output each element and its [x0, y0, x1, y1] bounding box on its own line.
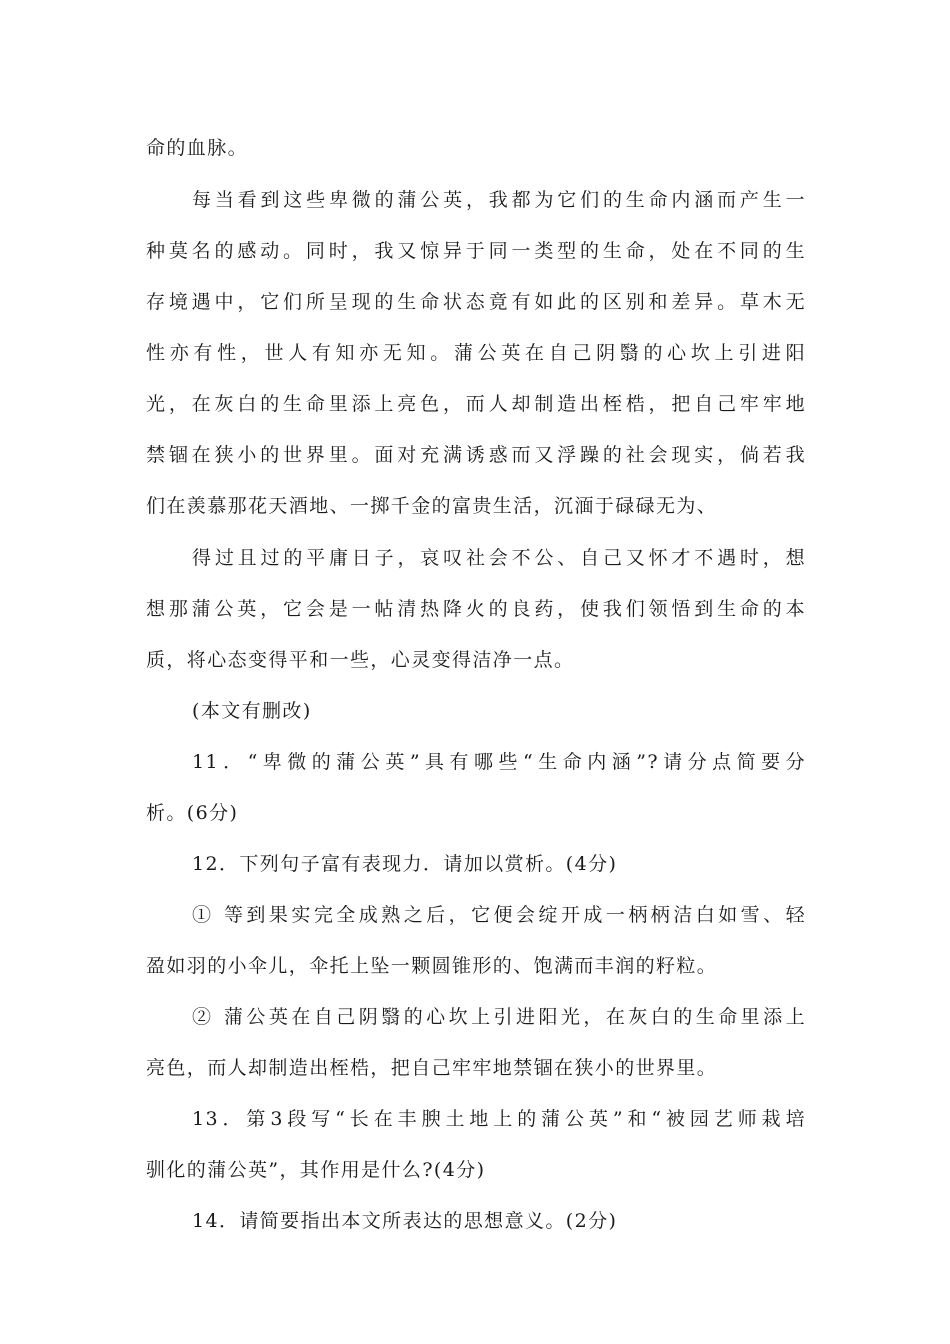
paragraph-line: 存境遇中，它们所呈现的生命状态竟有如此的区别和差异。草木无 — [146, 291, 806, 313]
question-13: 13．第3段写“长在丰腴土地上的蒲公英”和“被园艺师栽培 — [192, 1108, 806, 1130]
source-note: (本文有删改) — [192, 700, 312, 722]
sentence-2-cont: 亮色，而人却制造出桎梏，把自己牢牢地禁锢在狭小的世界里。 — [146, 1057, 718, 1079]
question-11: 11．“卑微的蒲公英”具有哪些“生命内涵”?请分点简要分 — [192, 751, 806, 773]
paragraph-line: 想那蒲公英，它会是一帖清热降火的良药，使我们领悟到生命的本 — [146, 598, 806, 620]
question-12: 12．下列句子富有表现力．请加以赏析。(4分) — [192, 853, 618, 875]
sentence-2: ② 蒲公英在自己阴翳的心坎上引进阳光，在灰白的生命里添上 — [192, 1006, 806, 1028]
paragraph-line: 种莫名的感动。同时，我又惊异于同一类型的生命，处在不同的生 — [146, 240, 806, 262]
sentence-1-cont: 盈如羽的小伞儿，伞托上坠一颗圆锥形的、饱满而丰润的籽粒。 — [146, 955, 718, 977]
paragraph-line: 命的血脉。 — [146, 137, 249, 159]
paragraph-line: 们在羡慕那花天酒地、一掷千金的富贵生活，沉湎于碌碌无为、 — [146, 495, 718, 517]
question-14: 14．请简要指出本文所表达的思想意义。(2分) — [192, 1210, 618, 1232]
question-11-cont: 析。(6分) — [146, 802, 239, 824]
question-13-cont: 驯化的蒲公英”，其作用是什么?(4分) — [146, 1159, 486, 1181]
paragraph-line: 光，在灰白的生命里添上亮色，而人却制造出桎梏，把自己牢牢地 — [146, 393, 806, 415]
sentence-1: ① 等到果实完全成熟之后，它便会绽开成一柄柄洁白如雪、轻 — [192, 904, 806, 926]
paragraph-line: 禁锢在狭小的世界里。面对充满诱惑而又浮躁的社会现实，倘若我 — [146, 444, 806, 466]
paragraph-line: 性亦有性，世人有知亦无知。蒲公英在自己阴翳的心坎上引进阳 — [146, 342, 806, 364]
paragraph-line: 每当看到这些卑微的蒲公英，我都为它们的生命内涵而产生一 — [192, 189, 806, 211]
paragraph-line: 得过且过的平庸日子，哀叹社会不公、自己又怀才不遇时，想 — [192, 547, 806, 569]
paragraph-line: 质，将心态变得平和一些，心灵变得洁净一点。 — [146, 649, 575, 671]
